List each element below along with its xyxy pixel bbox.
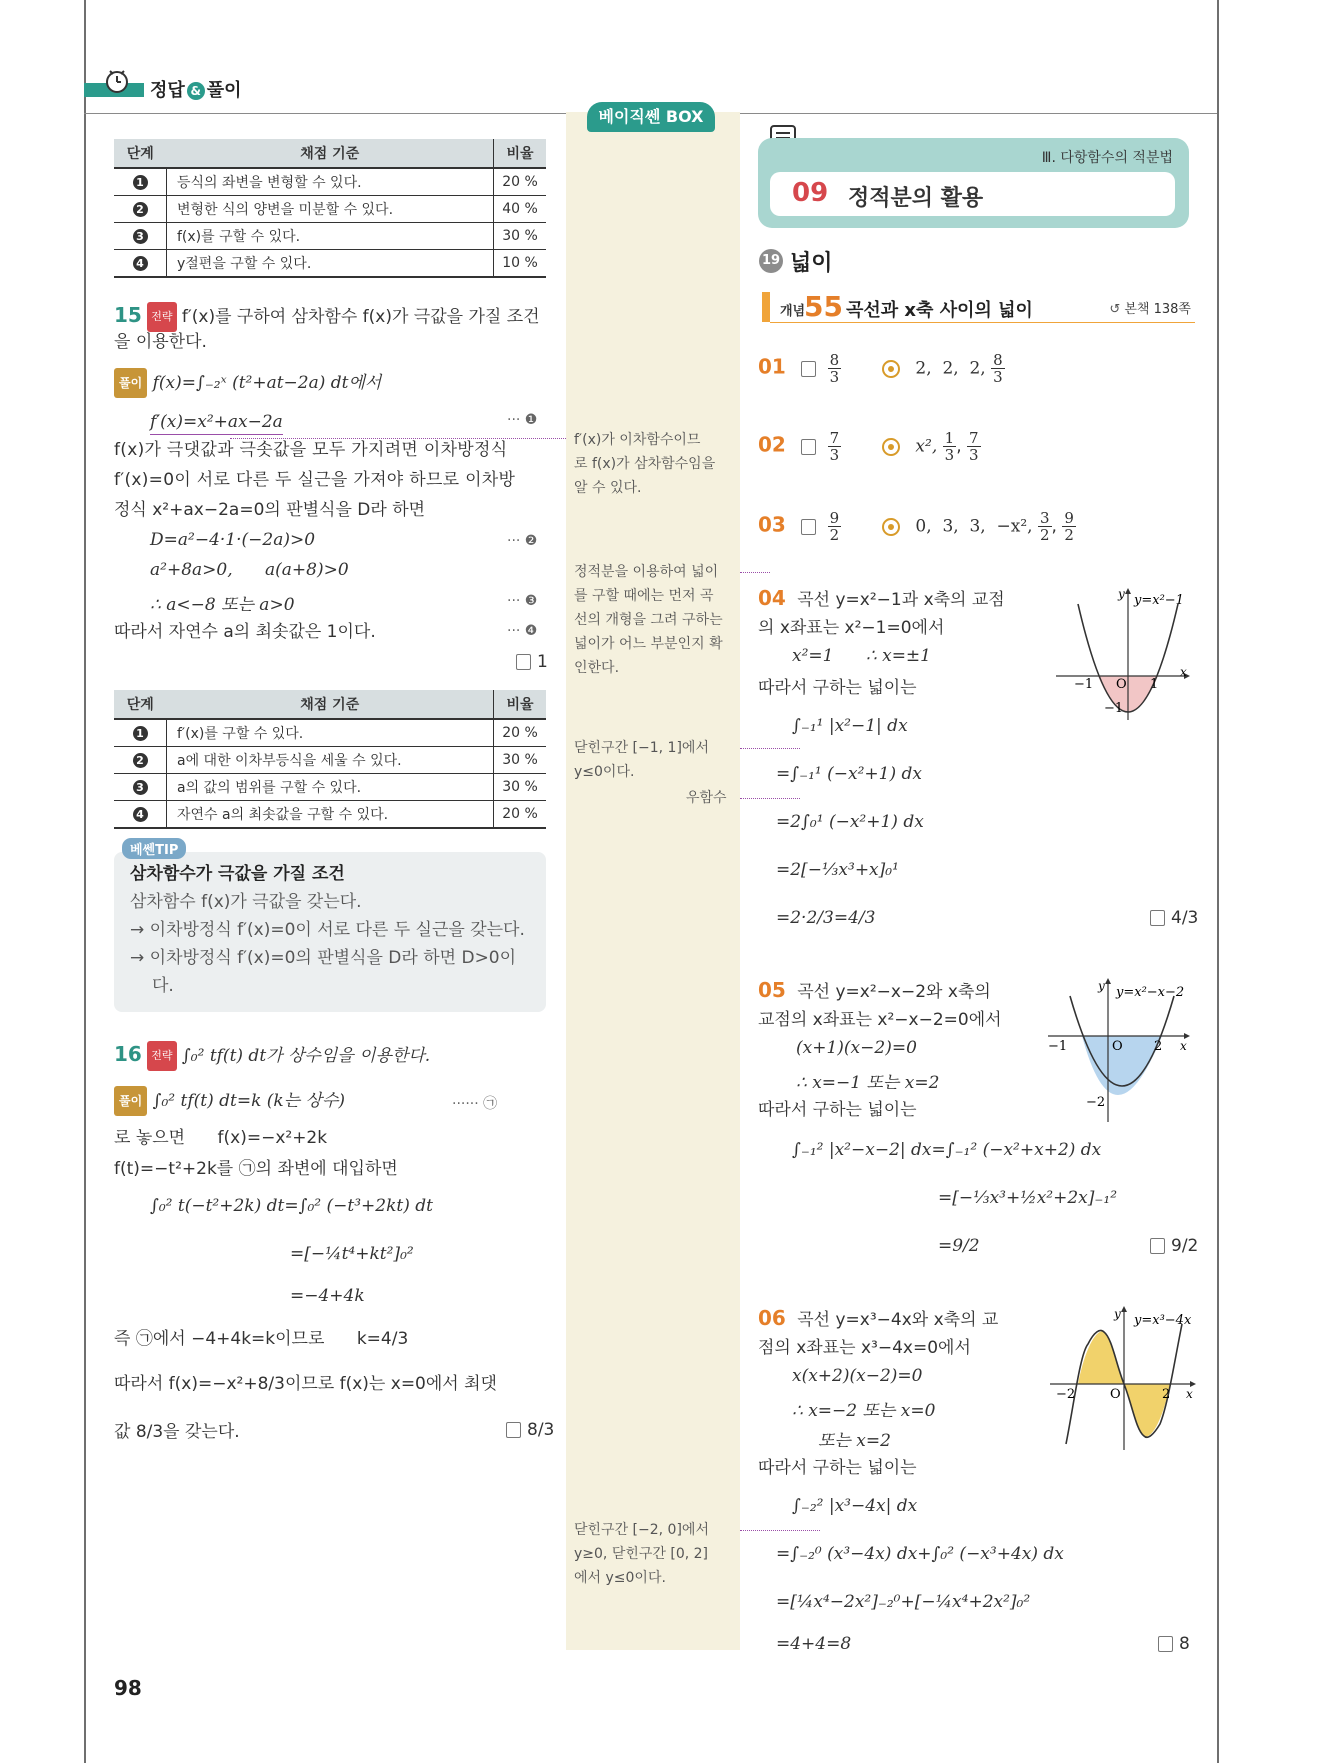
page-left-border [84, 0, 86, 1763]
header-title-suffix: 풀이 [206, 80, 242, 101]
solution-line: D=a²−4·1·(−2a)>0 [150, 530, 316, 550]
blank-fraction: $\frac{8}{3}$ [993, 351, 1003, 386]
section-title: 넓이 [790, 251, 833, 276]
tip-line: → 이차방정식 f′(x)=0의 판별식을 D라 하면 D>0이 [130, 948, 517, 968]
y-label: y [1098, 979, 1105, 993]
solution-tag: 풀이 [114, 368, 147, 398]
header-title [150, 76, 242, 102]
answer-icon [1158, 1636, 1173, 1652]
side-note [574, 1518, 709, 1590]
answer-fraction: $\frac{9}{2}$ [829, 509, 840, 544]
solution-line: f(x)가 극댓값과 극솟값을 모두 가지려면 이차방정식 [114, 440, 508, 460]
basic-box-badge: 베이직쎈 BOX [587, 102, 715, 132]
criterion-cell: a의 값의 범위를 구할 수 있다. [167, 774, 494, 801]
solution-line: x(x+2)(x−2)=0 [792, 1366, 923, 1386]
problem-06-line [758, 1304, 998, 1334]
ratio-cell: 20 % [494, 801, 547, 829]
ratio-cell: 30 % [494, 223, 547, 250]
step-number: 3 [133, 229, 148, 244]
answer-value: 8/3 [527, 1420, 555, 1440]
criterion-cell: y절편을 구할 수 있다. [167, 250, 494, 278]
side-note [686, 786, 727, 810]
concept-ref [1109, 298, 1191, 317]
header-clock-icon [104, 68, 130, 98]
answer [1158, 1634, 1190, 1654]
concept-header [770, 292, 1195, 323]
header-title-prefix: 정답 [150, 80, 185, 101]
target-icon [882, 438, 900, 456]
answer [1150, 1236, 1198, 1256]
chapter-number: 09 [792, 178, 829, 208]
solution-line: f′(x)=x²+ax−2a [150, 410, 283, 435]
side-note-line: 알 수 있다. [574, 480, 642, 496]
solution-line: f(t)=−t²+2k를 ㉠의 좌변에 대입하면 [114, 1159, 398, 1179]
side-note [574, 736, 709, 784]
table-row [114, 223, 546, 250]
solution-line: (x+1)(x−2)=0 [796, 1038, 917, 1058]
tick-label: 1 [1150, 677, 1159, 692]
graph-06 [1044, 1304, 1204, 1454]
solution-line: 곡선 y=x³−4x와 x축의 교 [797, 1310, 999, 1330]
y-label: y [1118, 587, 1125, 601]
ratio-cell: 40 % [494, 196, 547, 223]
problem-04-line [758, 584, 1005, 614]
solution-line: 의 x좌표는 x²−1=0에서 [758, 618, 945, 638]
origin-label: O [1116, 677, 1127, 692]
table-header-criterion: 채점 기준 [167, 139, 494, 168]
tick-label: 2 [1162, 1387, 1171, 1402]
problem-05-line [758, 976, 991, 1006]
criterion-cell: 변형한 식의 양변을 미분할 수 있다. [167, 196, 494, 223]
area-fill-positive [1078, 1331, 1124, 1384]
side-note-line: 를 구할 때에는 먼저 곡 [574, 588, 714, 604]
problem-16-strategy [114, 1040, 430, 1071]
tip-title: 삼차함수가 극값을 가질 조건 [130, 864, 345, 884]
y-label: y [1114, 1307, 1121, 1321]
answer-icon [1150, 910, 1165, 926]
step-number: 2 [133, 753, 148, 768]
answer-icon [516, 654, 531, 670]
x-label: x [1180, 1039, 1187, 1053]
page-right-border [1217, 0, 1219, 1763]
answer-value: 8 [1179, 1634, 1190, 1654]
page-number: 98 [114, 1676, 142, 1700]
target-icon [882, 518, 900, 536]
tick-label: −2 [1056, 1387, 1076, 1402]
tip-line: 삼차함수 f(x)가 극값을 갖는다. [130, 892, 362, 912]
concept-bar [762, 292, 770, 322]
quick-answer-02: 02 $\frac{7}{3}$ x², $\frac{1}{3}$ , $\frac{7}{3}$ [758, 429, 979, 464]
answer-icon [1150, 1238, 1165, 1254]
solution-line: 정식 x²+ax−2a=0의 판별식을 D라 하면 [114, 500, 426, 520]
criterion-cell: 자연수 a의 최솟값을 구할 수 있다. [167, 801, 494, 829]
concept-title: 곡선과 x축 사이의 넓이 [846, 300, 1033, 321]
answer [516, 652, 548, 672]
solution-line: x²=1 ∴ x=±1 [792, 646, 931, 666]
table-row [114, 719, 546, 747]
y-axis-arrow [1125, 588, 1131, 594]
table-header-ratio: 비율 [494, 690, 547, 719]
chapter-unit: Ⅲ. 다항함수의 적분법 [1041, 150, 1173, 166]
step-mark: ··· ❷ [507, 533, 538, 549]
chapter-title-box [770, 172, 1175, 216]
graph-04 [1048, 584, 1198, 724]
blank-answers: 0, 3, 3, −x², [915, 516, 1033, 537]
table-row [114, 801, 546, 829]
ratio-cell: 20 % [494, 168, 547, 196]
step-mark: ··· ❶ [507, 412, 538, 428]
solution-line: ∫₋₂² |x³−4x| dx [792, 1496, 918, 1516]
concept-number: 55 [804, 290, 843, 323]
solution-line: =2[−⅓x³+x]₀¹ [776, 860, 899, 880]
x-label: x [1186, 1387, 1193, 1401]
blank-answers: x², [915, 436, 938, 457]
problem-number: 02 [758, 432, 786, 457]
criterion-cell: f′(x)를 구할 수 있다. [167, 719, 494, 747]
strategy-text-line1: f′(x)를 구하여 삼차함수 f(x)가 극값을 가질 조건 [181, 307, 540, 327]
quick-answer-01 [758, 352, 1005, 385]
table-header-criterion: 채점 기준 [167, 690, 494, 719]
step-number: 1 [133, 726, 148, 741]
solution-line: =2∫₀¹ (−x²+1) dx [776, 812, 924, 832]
section-badge: 19 [759, 249, 783, 273]
problem-number: 05 [758, 978, 786, 1002]
grading-table-2 [114, 690, 546, 829]
answer-fraction: $\frac{7}{3}$ [829, 429, 840, 464]
solution-line: =[¼x⁴−2x²]₋₂⁰+[−¼x⁴+2x²]₀² [776, 1592, 1031, 1612]
strategy-text: ∫₀² tf(t) dt가 상수임을 이용한다. [181, 1046, 431, 1066]
curve-label: y=x²−1 [1134, 593, 1184, 608]
concept-ref-text: 본책 138쪽 [1124, 302, 1191, 317]
answer-fraction: $\frac{8}{3}$ [829, 351, 840, 386]
solution-line: 따라서 구하는 넓이는 [758, 678, 917, 698]
solution-line: 교점의 x좌표는 x²−x−2=0에서 [758, 1010, 1002, 1030]
side-note-line: y≤0이다. [574, 764, 635, 780]
tip-line: → 이차방정식 f′(x)=0이 서로 다른 두 실근을 갖는다. [130, 920, 525, 940]
ratio-cell: 30 % [494, 747, 547, 774]
solution-line: =4+4=8 [776, 1634, 852, 1654]
tick-label: −1 [1048, 1039, 1068, 1054]
problem-number: 16 [114, 1042, 142, 1066]
solution-line: f(x)=∫₋₂ˣ (t²+at−2a) dt에서 [152, 373, 382, 393]
solution-line: 로 놓으면 f(x)=−x²+2k [114, 1128, 328, 1148]
tick-label: −2 [1086, 1095, 1106, 1110]
solution-line: ∴ x=−1 또는 x=2 [796, 1073, 940, 1093]
side-note [574, 560, 723, 680]
blank-answers: 2, 2, 2, [915, 358, 986, 379]
side-note-line: f′(x)가 이차함수이므 [574, 432, 701, 448]
step-number: 2 [133, 202, 148, 217]
table-row [114, 747, 546, 774]
solution-line: ∫₋₁¹ |x²−1| dx [792, 716, 908, 736]
answer-value: 9/2 [1171, 1236, 1199, 1256]
graph-05 [1040, 976, 1200, 1126]
side-note-line: 에서 y≤0이다. [574, 1570, 666, 1586]
table-row [114, 774, 546, 801]
quick-answer-03: 03 $\frac{9}{2}$ 0, 3, 3, −x², $\frac{3}{2}$ , $\frac{9}{2}$ [758, 509, 1074, 544]
strategy-tag: 전략 [147, 302, 176, 332]
side-note-line: 닫힌구간 [−2, 0]에서 [574, 1522, 709, 1538]
note-connector [740, 798, 800, 799]
solution-line: 점의 x좌표는 x³−4x=0에서 [758, 1338, 971, 1358]
step-number: 4 [133, 807, 148, 822]
ratio-cell: 30 % [494, 774, 547, 801]
problem-number: 15 [114, 303, 142, 327]
target-icon [882, 360, 900, 378]
solution-line: 따라서 자연수 a의 최솟값은 1이다. [114, 622, 376, 642]
equation-mark: ······ ㉠ [452, 1096, 498, 1112]
table-row [114, 250, 546, 278]
ratio-cell: 10 % [494, 250, 547, 278]
answer-icon [801, 519, 816, 535]
note-connector [740, 572, 770, 573]
x-label: x [1180, 665, 1187, 679]
solution-line: ∴ a<−8 또는 a>0 [150, 595, 295, 615]
side-note-line: 로 f(x)가 삼차함수임을 [574, 456, 716, 472]
solution-line: 곡선 y=x²−x−2와 x축의 [797, 982, 991, 1002]
answer-icon [506, 1422, 521, 1438]
solution-line: =∫₋₂⁰ (x³−4x) dx+∫₀² (−x³+4x) dx [776, 1544, 1064, 1564]
step-mark: ··· ❹ [507, 623, 538, 639]
tip-line: 다. [152, 976, 174, 996]
solution-line: ∫₋₁² |x²−x−2| dx=∫₋₁² (−x²+x+2) dx [792, 1140, 1102, 1160]
solution-line: a²+8a>0, a(a+8)>0 [150, 560, 349, 580]
refresh-icon: ↺ [1109, 302, 1125, 317]
solution-line: =[−⅓x³+½x²+2x]₋₁² [938, 1188, 1118, 1208]
tick-label: 2 [1154, 1039, 1163, 1054]
solution-line: ∫₀² tf(t) dt=k (k는 상수) [152, 1091, 346, 1111]
blank-fraction: $\frac{9}{2}$ [1064, 509, 1074, 544]
blank-fraction: $\frac{7}{3}$ [969, 429, 979, 464]
tick-label: −1 [1104, 701, 1124, 716]
answer [1150, 908, 1198, 928]
solution-line: 따라서 구하는 넓이는 [758, 1458, 917, 1478]
table-header-step: 단계 [114, 690, 167, 719]
problem-16-solution-start [114, 1086, 345, 1116]
y-axis-arrow [1121, 1306, 1127, 1312]
problem-15-strategy-line2: 을 이용한다. [114, 332, 207, 352]
side-note-line: 우함수 [686, 790, 727, 806]
solution-line: =∫₋₁¹ (−x²+1) dx [776, 764, 922, 784]
grading-table-1 [114, 139, 546, 278]
solution-line: =−4+4k [290, 1286, 365, 1306]
problem-number: 03 [758, 512, 786, 537]
table-header-step: 단계 [114, 139, 167, 168]
answer-icon [801, 361, 816, 377]
step-number: 3 [133, 780, 148, 795]
table-header-ratio: 비율 [494, 139, 547, 168]
problem-number: 06 [758, 1306, 786, 1330]
chapter-title: 정적분의 활용 [848, 186, 984, 211]
note-connector [740, 1530, 820, 1531]
chapter-header [758, 138, 1189, 228]
origin-label: O [1110, 1387, 1121, 1402]
solution-line: 따라서 f(x)=−x²+8/3이므로 f(x)는 x=0에서 최댓 [114, 1374, 497, 1394]
solution-line: ∫₀² t(−t²+2k) dt=∫₀² (−t³+2kt) dt [150, 1196, 433, 1216]
problem-15-solution-start [114, 368, 381, 398]
curve-label: y=x³−4x [1134, 1313, 1192, 1328]
solution-line: =[−¼t⁴+kt²]₀² [290, 1244, 414, 1264]
concept-tag: 개념 [780, 304, 806, 319]
table-row [114, 168, 546, 196]
curve-label: y=x²−x−2 [1116, 985, 1185, 1000]
criterion-cell: 등식의 좌변을 변형할 수 있다. [167, 168, 494, 196]
step-number: 1 [133, 175, 148, 190]
side-note [574, 428, 715, 500]
solution-line: =9/2 [938, 1236, 980, 1256]
y-axis-arrow [1105, 978, 1111, 984]
solution-line: 또는 x=2 [818, 1431, 891, 1451]
blank-fraction: $\frac{3}{2}$ [1039, 509, 1050, 544]
side-note-line: 인한다. [574, 660, 620, 676]
criterion-cell: a에 대한 이차부등식을 세울 수 있다. [167, 747, 494, 774]
side-note-line: 닫힌구간 [−1, 1]에서 [574, 740, 709, 756]
solution-line: ∴ x=−2 또는 x=0 [792, 1401, 936, 1421]
solution-line: 따라서 구하는 넓이는 [758, 1100, 917, 1120]
answer-icon [801, 439, 816, 455]
answer-value: 1 [537, 652, 548, 672]
strategy-tag: 전략 [147, 1041, 176, 1071]
table-row [114, 196, 546, 223]
step-mark: ··· ❸ [507, 593, 538, 609]
origin-label: O [1112, 1039, 1123, 1054]
solution-line: 곡선 y=x²−1과 x축의 교점 [797, 590, 1005, 610]
step-number: 4 [133, 256, 148, 271]
blank-fraction: $\frac{1}{3}$ [944, 429, 955, 464]
criterion-cell: f(x)를 구할 수 있다. [167, 223, 494, 250]
note-connector [740, 748, 800, 749]
problem-number: 01 [758, 354, 786, 379]
tick-label: −1 [1074, 677, 1094, 692]
answer [506, 1420, 554, 1440]
solution-line: 즉 ㉠에서 −4+4k=k이므로 k=4/3 [114, 1329, 409, 1349]
ratio-cell: 20 % [494, 719, 547, 747]
header-title-amp: & [187, 82, 205, 100]
answer-value: 4/3 [1171, 908, 1199, 928]
side-notes-column [566, 112, 740, 1650]
problem-number: 04 [758, 586, 786, 610]
side-note-line: 넓이가 어느 부분인지 확 [574, 636, 723, 652]
solution-tag: 풀이 [114, 1086, 147, 1116]
tip-badge: 베쎈TIP [122, 838, 186, 859]
side-note-line: 정적분을 이용하여 넓이 [574, 564, 719, 580]
solution-line: 값 8/3을 갖는다. [114, 1422, 240, 1442]
solution-line: =2·2/3=4/3 [776, 908, 876, 928]
side-note-line: 선의 개형을 그려 구하는 [574, 612, 723, 628]
side-note-line: y≥0, 닫힌구간 [0, 2] [574, 1546, 709, 1562]
solution-line: f′(x)=0이 서로 다른 두 실근을 가져야 하므로 이차방 [114, 470, 516, 490]
